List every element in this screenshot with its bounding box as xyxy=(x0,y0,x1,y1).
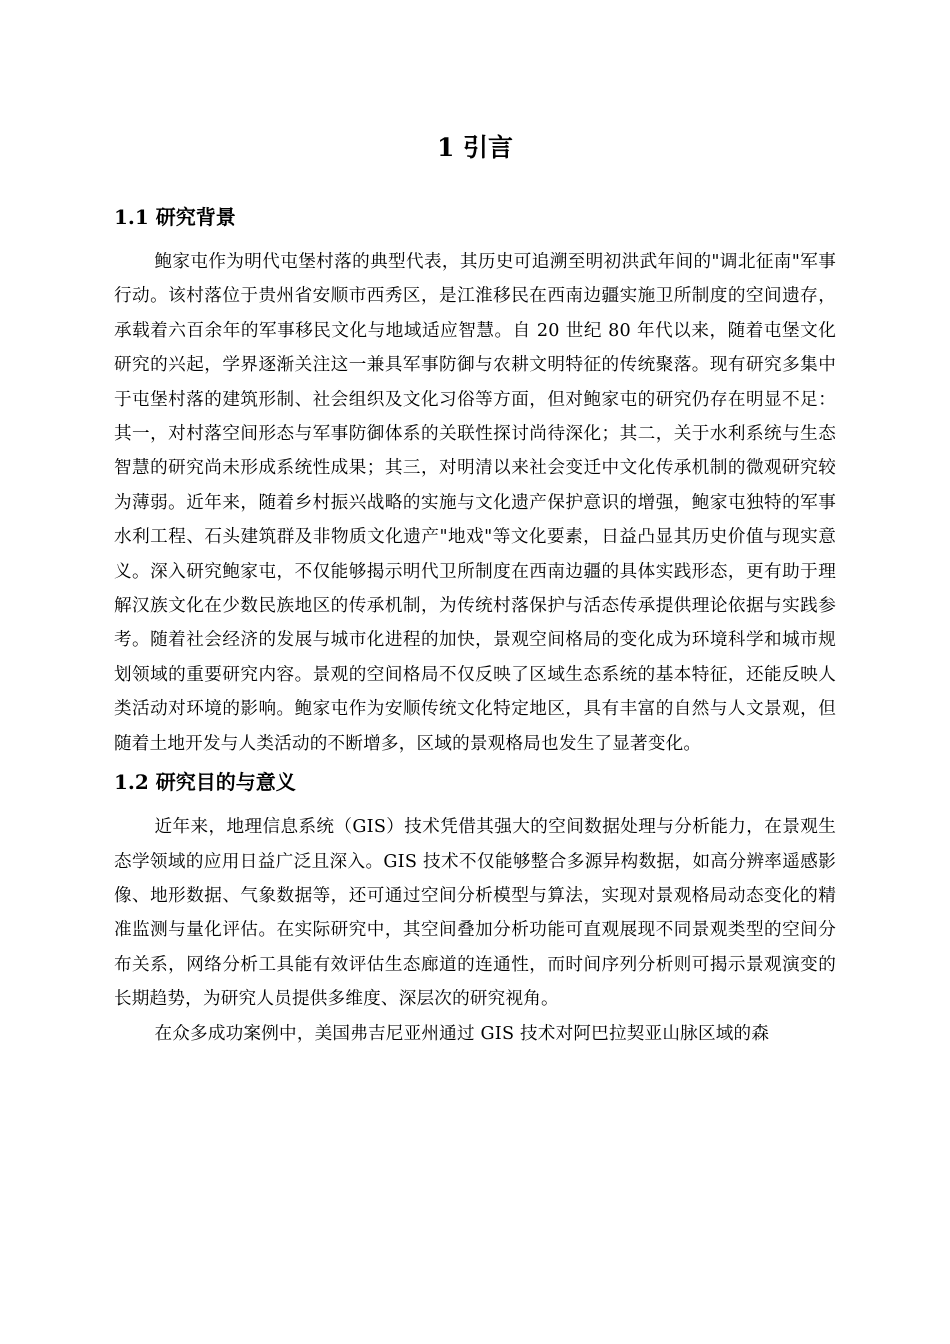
section-heading-purpose: 1.2 研究目的与意义 xyxy=(114,770,296,795)
chapter-title: 1 引言 xyxy=(436,133,514,162)
paragraph-case-study: 在众多成功案例中，美国弗吉尼亚州通过 GIS 技术对阿巴拉契亚山脉区域的森 xyxy=(154,1023,770,1044)
section-heading-background: 1.1 研究背景 xyxy=(114,205,236,229)
paragraph-gis-technology: 近年来，地理信息系统（GIS）技术凭借其强大的空间数据处理与分析能力，在景观生态学领域的应用日益广泛且深入。GIS 技术不仅能够整合多源异构数据，如高分辨率遥感影像、地形数据、气象数据等，还可通过空间分析模型与算法，实现对景观格局动态变化的精准监测与量化评估。在实际研究中，其空间叠加分析功能可直观展现不同景观类型的空间分布关系，网络分析工具能有效评估生态廊道的连通性，而时间序列分析则可揭示景观演变的长期趋势，为研究人员提供多维度、深层次的研究视角。 xyxy=(114,817,836,1010)
paragraph-background: 鲍家屯作为明代屯堡村落的典型代表，其历史可追溯至明初洪武年间的"调北征南"军事行动。该村落位于贵州省安顺市西秀区，是江淮移民在西南边疆实施卫所制度的空间遗存，承载着六百余年的军事移民文化与地域适应智慧。自 20 世纪 80 年代以来，随着屯堡文化研究的兴起，学界逐渐关注这一兼具军事防御与农耕文明特征的传统聚落。现有研究多集中于屯堡村落的建筑形制、社会组织及文化习俗等方面，但对鲍家屯的研究仍存在明显不足：其一，对村落空间形态与军事防御体系的关联性探讨尚待深化；其二，关于水利系统与生态智慧的研究尚未形成系统性成果；其三，对明清以来社会变迁中文化传承机制的微观研究较为薄弱。近年来，随着乡村振兴战略的实施与文化遗产保护意识的增强，鲍家屯独特的军事水利工程、石头建筑群及非物质文化遗产"地戏"等文化要素，日益凸显其历史价值与现实意义。深入研究鲍家屯，不仅能够揭示明代卫所制度在西南边疆的具体实践形态，更有助于理解汉族文化在少数民族地区的传承机制，为传统村落保护与活态传承提供理论依据与实践参考。随着社会经济的发展与城市化进程的加快，景观空间格局的变化成为环境科学和城市规划领域的重要研究内容。景观的空间格局不仅反映了区域生态系统的基本特征，还能反映人类活动对环境的影响。鲍家屯作为安顺传统文化特定地区，具有丰富的自然与人文景观，但随着土地开发与人类活动的不断增多，区域的景观格局也发生了显著变化。 xyxy=(114,252,836,754)
